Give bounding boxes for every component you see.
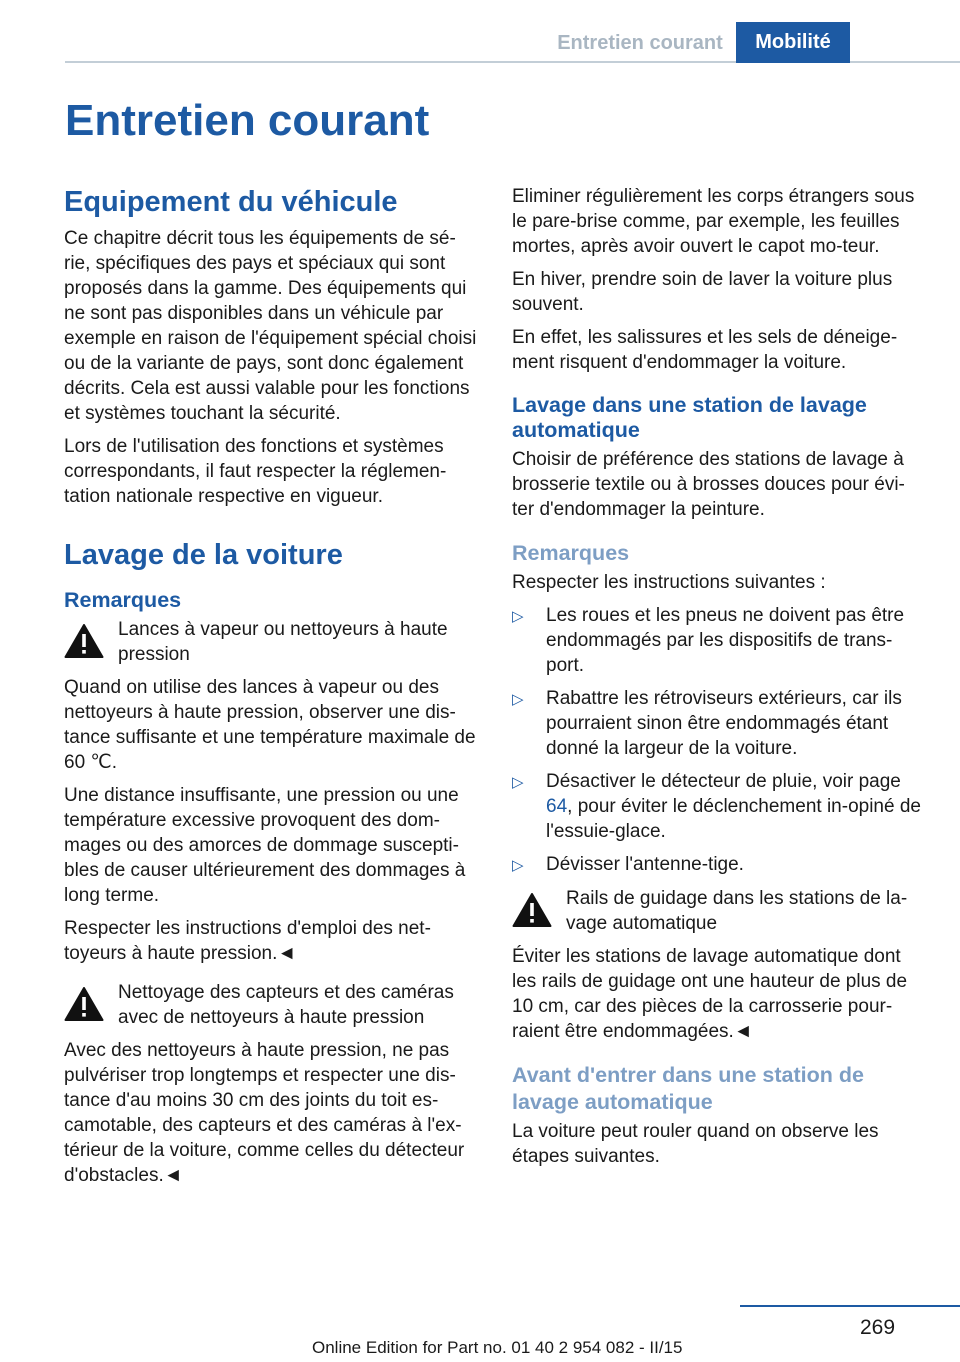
- list-item-text: Les roues et les pneus ne doivent pas être endommagés par les dispositifs de trans-port.: [546, 605, 905, 676]
- paragraph: En effet, les salissures et les sels de déneige-ment risquent d'endommager la voiture.: [512, 327, 898, 373]
- paragraph: En hiver, prendre soin de laver la voiture plus souvent.: [512, 269, 893, 315]
- paragraph: Ce chapitre décrit tous les équipements de sé-rie, spécifiques des pays et spéciaux qui sont proposés dans la gamme. Des équipements qui ne sont pas disponibles dans un véhicule par exemple en raison de l'équipement spécial choisi ou de la variante de pays, sont donc également décrits. Cela est aussi valable pour les fonctions et systèmes touchant la sécurité.: [64, 228, 477, 424]
- warning-block: [64, 617, 479, 667]
- paragraph: Quand on utilise des lances à vapeur ou des nettoyeurs à haute pression, observer une dis-tance suffisante et une température maximale de 60 ℃.: [64, 677, 476, 773]
- paragraph: Lors de l'utilisation des fonctions et systèmes correspondants, il faut respecter la réglemen-tation nationale respective en vigueur.: [64, 436, 447, 507]
- heading-remarques: Remarques: [512, 541, 630, 565]
- heading-equipement: Equipement du véhicule: [64, 186, 398, 218]
- warning-block: [512, 886, 926, 936]
- edition-text: Online Edition for Part no. 01 40 2 954 082 - II/15: [312, 1338, 683, 1357]
- warning-icon: [64, 623, 104, 659]
- list-item: [512, 686, 926, 761]
- triangle-bullet-icon: ▷: [512, 608, 524, 625]
- tab-chapter[interactable]: Mobilité: [736, 22, 850, 63]
- tab-section[interactable]: Entretien courant: [557, 31, 723, 54]
- paragraph: Avec des nettoyeurs à haute pression, ne pas pulvériser trop longtemps et respecter une dis-tance d'au moins 30 cm des joints du toit es-camotable, des capteurs et des caméras à l'ex-térieur de la voiture, comme celles du détecteur d'obstacles.◄: [64, 1040, 465, 1186]
- list-item-text: [546, 769, 926, 844]
- list-item-text-pre: Désactiver le détecteur de pluie, voir page: [546, 771, 901, 792]
- list-item-text: Rabattre les rétroviseurs extérieurs, car ils pourraient sinon être endommagés étant donné la largeur de la voiture.: [546, 688, 902, 759]
- page-number: 269: [860, 1316, 896, 1339]
- warning-title: Rails de guidage dans les stations de la-vage automatique: [566, 888, 908, 934]
- page-title: Entretien courant: [65, 96, 430, 145]
- triangle-bullet-icon: ▷: [512, 857, 524, 874]
- warning-title: Lances à vapeur ou nettoyeurs à haute pression: [118, 619, 448, 665]
- warning-icon: [512, 892, 552, 928]
- paragraph: Respecter les instructions d'emploi des net-toyeurs à haute pression.◄: [64, 918, 431, 964]
- footer-rule: [740, 1305, 960, 1307]
- triangle-bullet-icon: ▷: [512, 691, 524, 708]
- list-item-text: Dévisser l'antenne-tige.: [546, 854, 744, 875]
- paragraph: Eliminer régulièrement les corps étrangers sous le pare-brise comme, par exemple, les feuilles mortes, après avoir ouvert le capot mo-teur.: [512, 186, 915, 257]
- warning-icon: [64, 986, 104, 1022]
- heading-lavage: Lavage de la voiture: [64, 539, 343, 571]
- paragraph: Éviter les stations de lavage automatique dont les rails de guidage ont une hauteur de plus de 10 cm, car des pièces de la carrosserie pour-raient être endommagées.◄: [512, 946, 908, 1042]
- warning-title: Nettoyage des capteurs et des caméras avec de nettoyeurs à haute pression: [118, 982, 454, 1028]
- list-item: [512, 603, 926, 678]
- right-column: [512, 184, 926, 1177]
- warning-block: [64, 980, 479, 1030]
- left-column: [64, 184, 479, 1196]
- paragraph: La voiture peut rouler quand on observe les étapes suivantes.: [512, 1121, 879, 1167]
- list-item: [512, 852, 926, 878]
- page-link[interactable]: 64: [546, 796, 568, 817]
- list-item: [512, 769, 926, 844]
- list-item-text-post: , pour éviter le déclenchement in-opiné de l'essuie-glace.: [546, 796, 921, 842]
- instruction-list: [512, 603, 926, 878]
- paragraph: Respecter les instructions suivantes :: [512, 572, 826, 593]
- triangle-bullet-icon: ▷: [512, 774, 524, 791]
- heading-remarques: Remarques: [64, 588, 182, 612]
- heading-avant: Avant d'entrer dans une station de lavage automatique: [512, 1063, 864, 1114]
- paragraph: Choisir de préférence des stations de lavage à brosserie textile ou à brosses douces pour évi-ter d'endommager la peinture.: [512, 449, 905, 520]
- heading-station: Lavage dans une station de lavage automatique: [512, 393, 867, 442]
- paragraph: Une distance insuffisante, une pression ou une température excessive provoquent des dom-mages ou des amorces de dommage suscepti-bles de causer ultérieurement des dommages à long terme.: [64, 785, 466, 906]
